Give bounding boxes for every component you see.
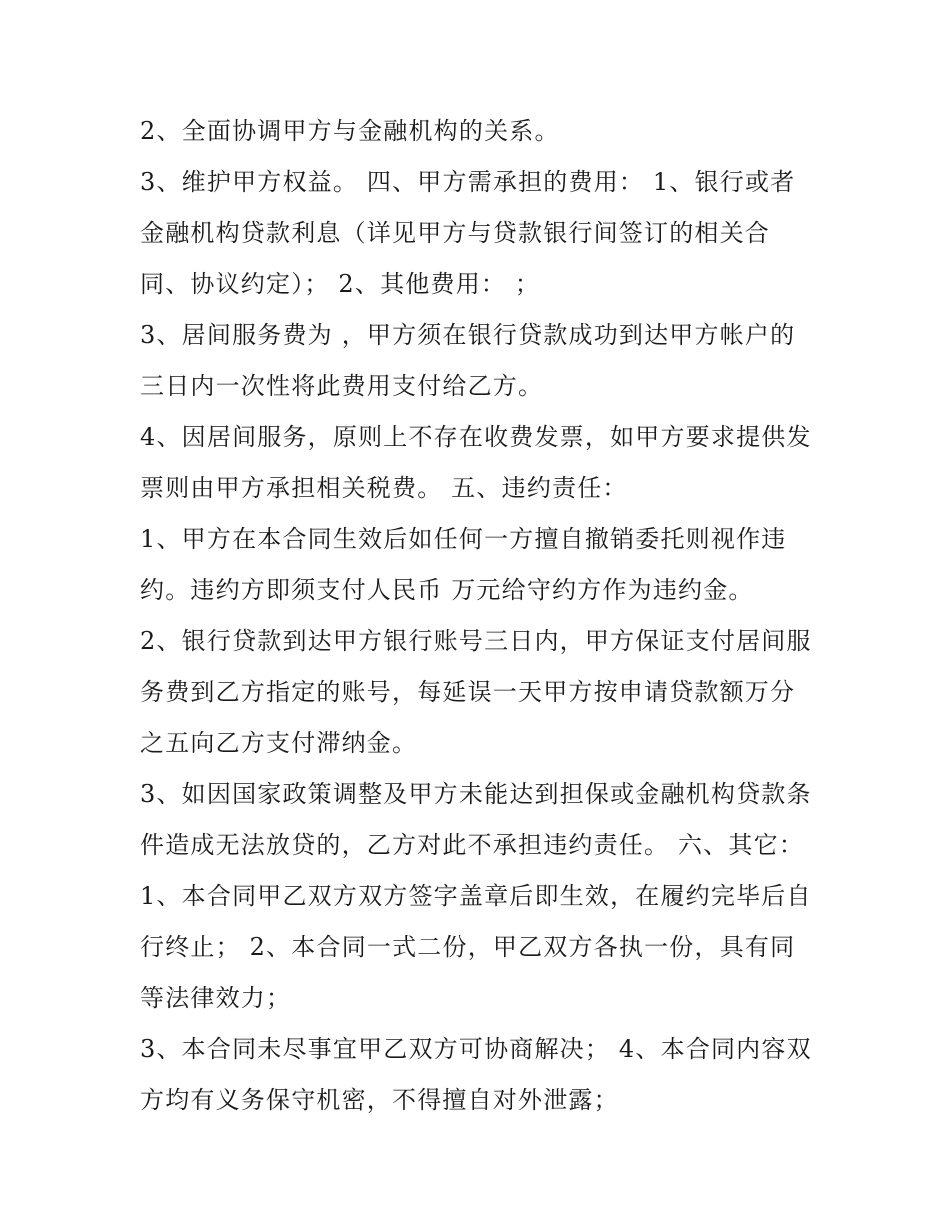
- paragraph-service-fee: 3、居间服务费为 ，甲方须在银行贷款成功到达甲方帐户的三日内一次性将此费用支付给乙方。: [140, 321, 796, 400]
- paragraph-clause-2-coordinate: 2、全面协调甲方与金融机构的关系。: [140, 117, 560, 145]
- paragraph-other-1-2: 1、本合同甲乙双方双方签字盖章后即生效，在履约完毕后自行终止； 2、本合同一式二份，甲乙双方各执一份，具有同等法律效力；: [140, 882, 812, 1012]
- document-body: [140, 106, 820, 1126]
- paragraph-breach-3: 3、如因国家政策调整及甲方未能达到担保或金融机构贷款条件造成无法放贷的，乙方对此不承担违约责任。 六、其它：: [140, 780, 812, 859]
- paragraph-breach-2: 2、银行贷款到达甲方银行账号三日内，甲方保证支付居间服务费到乙方指定的账号，每延误一天甲方按申请贷款额万分之五向乙方支付滞纳金。: [140, 627, 812, 757]
- paragraph-breach-1: 1、甲方在本合同生效后如任何一方擅自撤销委托则视作违约。违约方即须支付人民币 万元给守约方作为违约金。: [140, 525, 787, 604]
- paragraph-invoice: 4、因居间服务，原则上不存在收费发票，如甲方要求提供发票则由甲方承担相关税费。 五、违约责任：: [140, 423, 812, 502]
- paragraph-clause-3-rights-and-fees: 3、维护甲方权益。 四、甲方需承担的费用： 1、银行或者金融机构贷款利息（详见甲方与贷款银行间签订的相关合同、协议约定）； 2、其他费用： ；: [140, 168, 796, 298]
- paragraph-other-3-4: 3、本合同未尽事宜甲乙双方可协商解决； 4、本合同内容双方均有义务保守机密，不得擅自对外泄露；: [140, 1035, 812, 1114]
